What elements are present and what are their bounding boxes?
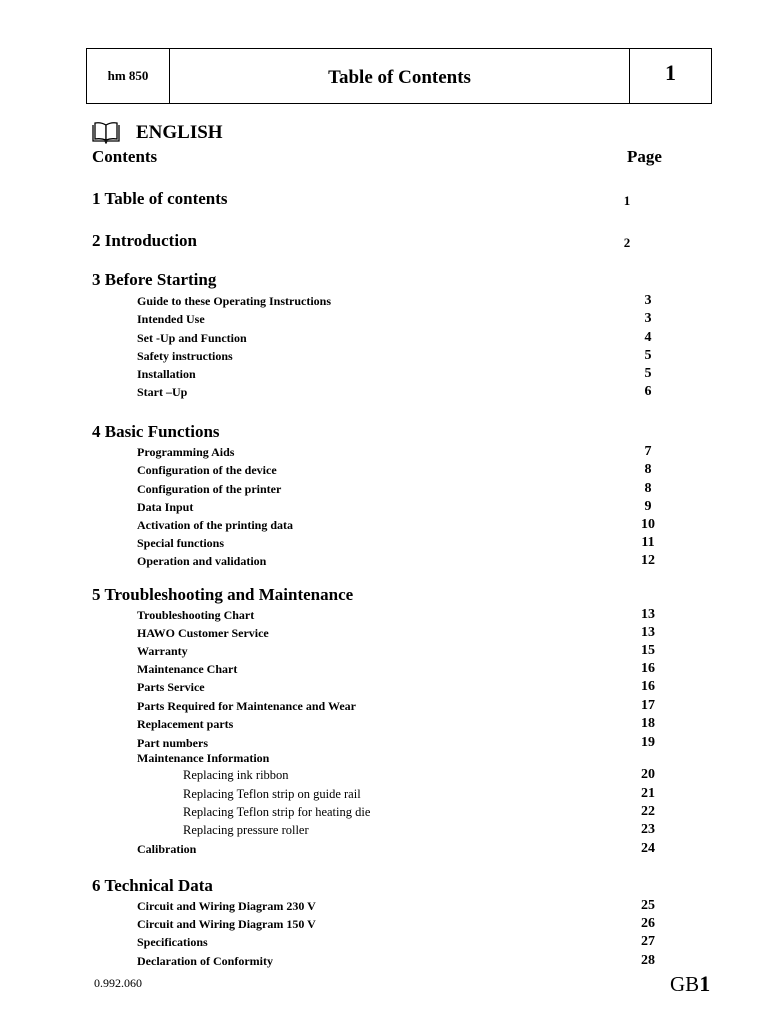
document-code: 0.992.060 [94,976,142,990]
toc-entry-page: 13 [641,607,655,622]
toc-entry-page: 18 [641,716,655,731]
toc-entry-page: 9 [644,499,652,514]
section-2-page: 2 [623,235,631,250]
toc-entry: Configuration of the device [137,463,277,477]
toc-entry-page: 23 [641,822,655,837]
toc-entry-page: 13 [641,625,655,640]
page-column-label: Page [627,147,662,166]
toc-entry: Data Input [137,500,194,514]
toc-entry: Declaration of Conformity [137,954,273,968]
toc-entry: Specifications [137,935,208,949]
toc-entry-page: 17 [641,698,655,713]
toc-entry: Start –Up [137,385,188,399]
header-page-number: 1 [629,49,711,103]
toc-entry: Guide to these Operating Instructions [137,294,332,308]
toc-entry: Safety instructions [137,349,233,363]
toc-entry-page: 12 [641,553,655,568]
toc-entry: Troubleshooting Chart [137,608,255,622]
toc-entry-page: 25 [641,898,655,913]
toc-entry-page: 4 [644,330,652,345]
toc-entry-page: 7 [644,444,652,459]
toc-subentry: Replacing pressure roller [183,823,309,837]
maintenance-info-heading: Maintenance Information [137,751,270,765]
toc-entry: Intended Use [137,312,205,326]
toc-entry-page: 5 [644,348,652,363]
book-icon [91,122,121,144]
section-5-title: 5 Troubleshooting and Maintenance [92,585,354,604]
toc-entry-page: 8 [644,462,652,477]
toc-entry: Warranty [137,644,188,658]
toc-entry: Maintenance Chart [137,662,238,676]
page-header [86,48,712,104]
toc-entry: Special functions [137,536,225,550]
section-3-title: 3 Before Starting [92,270,217,289]
section-2-title: 2 Introduction [92,231,198,250]
toc-subentry: Replacing Teflon strip for heating die [183,805,371,819]
language-heading [91,122,223,144]
toc-entry: Programming Aids [137,445,235,459]
toc-entry-page: 20 [641,767,655,782]
model-name: hm 850 [87,49,170,103]
toc-entry: Circuit and Wiring Diagram 230 V [137,899,316,913]
toc-subentry: Replacing ink ribbon [183,768,289,782]
toc-entry-page: 16 [641,661,655,676]
toc-entry-page: 15 [641,643,655,658]
toc-subentry: Replacing Teflon strip on guide rail [183,787,361,801]
page-title: Table of Contents [328,67,471,88]
toc-entry: Part numbers [137,736,208,750]
toc-entry-page: 28 [641,953,655,968]
toc-entry: Operation and validation [137,554,267,568]
toc-entry: Configuration of the printer [137,482,282,496]
language-label: ENGLISH [136,122,223,143]
footer-language-code: GB [670,972,700,996]
footer-page-number: 1 [699,971,711,996]
footer-page-label [670,971,710,997]
toc-entry: HAWO Customer Service [137,626,269,640]
toc-entry-page: 24 [641,841,655,856]
toc-entry-page: 3 [644,293,652,308]
toc-entry: Calibration [137,842,197,856]
section-1-page: 1 [623,193,631,208]
toc-entry-page: 11 [641,535,655,550]
toc-entry-page: 8 [644,481,652,496]
toc-entry: Set -Up and Function [137,331,247,345]
toc-entry-page: 16 [641,679,655,694]
toc-entry-page: 19 [641,735,655,750]
toc-entry-page: 10 [641,517,655,532]
toc-entry-page: 26 [641,916,655,931]
toc-entry: Installation [137,367,196,381]
contents-column-label: Contents [92,147,158,166]
toc-entry-page: 21 [641,786,655,801]
toc-entry-page: 5 [644,366,652,381]
toc-entry: Parts Required for Maintenance and Wear [137,699,356,713]
section-4-title: 4 Basic Functions [92,422,220,441]
section-6-title: 6 Technical Data [92,876,213,895]
section-1-title: 1 Table of contents [92,189,228,208]
toc-entry: Replacement parts [137,717,234,731]
toc-entry: Parts Service [137,680,205,694]
toc-entry-page: 3 [644,311,652,326]
toc-entry-page: 27 [641,934,655,949]
toc-entry: Activation of the printing data [137,518,293,532]
toc-entry: Circuit and Wiring Diagram 150 V [137,917,316,931]
toc-entry-page: 6 [644,384,652,399]
toc-entry-page: 22 [641,804,655,819]
